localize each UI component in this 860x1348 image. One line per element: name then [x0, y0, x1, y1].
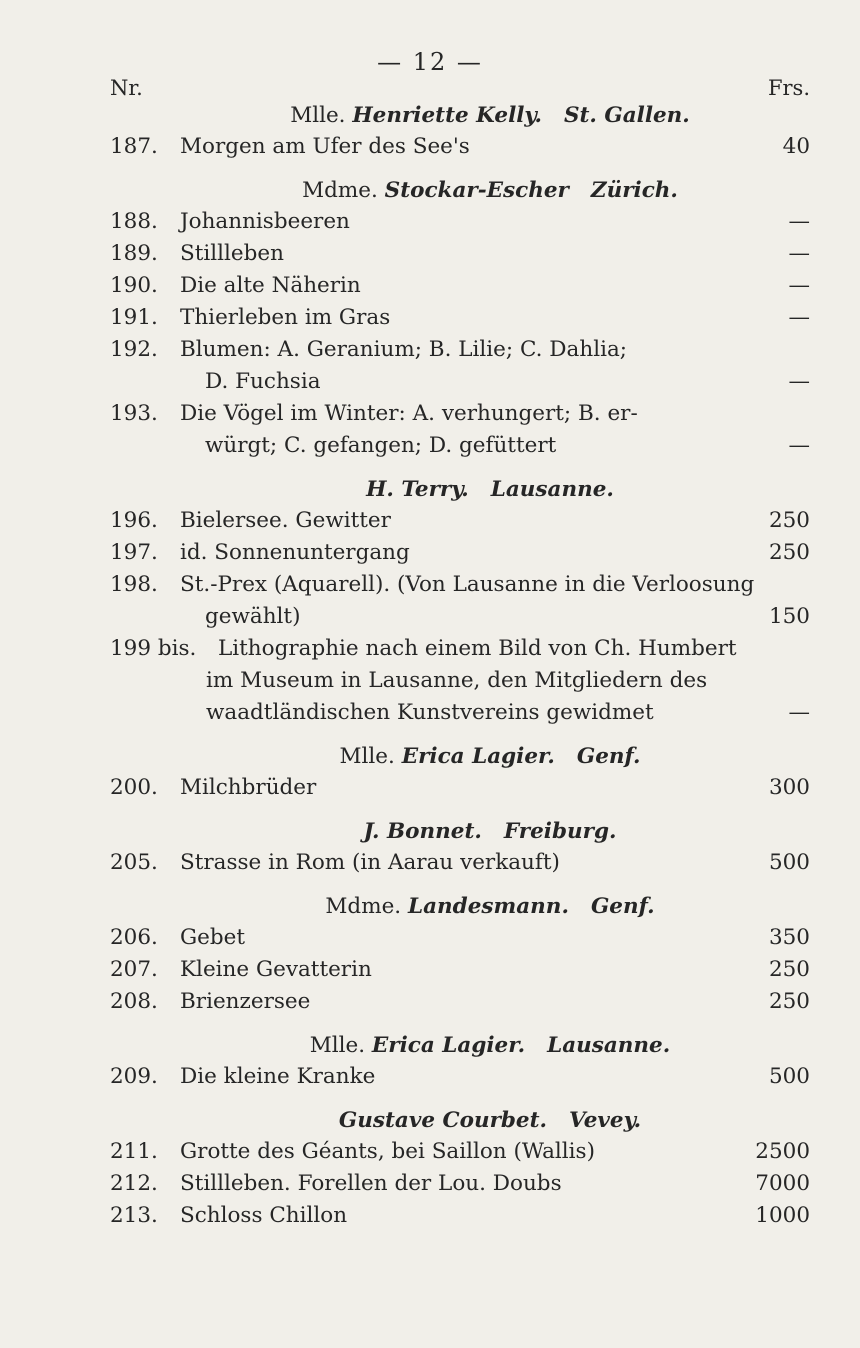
entry-number: 199 bis.: [110, 636, 197, 661]
catalog-entry: [110, 954, 810, 986]
entry-number: 211.: [110, 1139, 158, 1164]
catalog-list: [110, 100, 810, 1232]
artist-title: Mdme.: [302, 178, 378, 203]
entry-line: [110, 665, 810, 697]
catalog-entry: [110, 1168, 810, 1200]
entry-price: 150: [768, 604, 810, 629]
catalog-entry: [110, 505, 810, 537]
entry-number: 206.: [110, 925, 158, 950]
entry-price: 300: [768, 775, 810, 800]
entry-price: —: [788, 369, 810, 394]
catalog-entry: [110, 238, 810, 270]
artist-place: Zürich.: [590, 178, 678, 203]
entry-text: Milchbrüder: [180, 775, 317, 800]
entry-text: waadtländischen Kunstvereins gewidmet: [206, 700, 654, 725]
entry-text: Grotte des Géants, bei Saillon (Wallis): [180, 1139, 595, 1164]
entry-number: 189.: [110, 241, 158, 266]
entry-price: 250: [768, 540, 810, 565]
artist-place: St. Gallen.: [563, 103, 690, 128]
artist-name: Landesmann.: [408, 894, 569, 919]
artist-heading: [110, 891, 810, 922]
entry-price: 250: [768, 508, 810, 533]
artist-name: Erica Lagier.: [401, 744, 555, 769]
entry-line: [110, 1168, 810, 1200]
entry-line: [110, 131, 810, 163]
entry-price: 40: [782, 134, 810, 159]
catalog-entry: [110, 922, 810, 954]
entry-text: im Museum in Lausanne, den Mitgliedern des: [206, 668, 708, 693]
catalog-entry: [110, 1136, 810, 1168]
entry-number: 193.: [110, 401, 158, 426]
catalog-entry: [110, 569, 810, 633]
entry-line: [110, 302, 810, 334]
entry-line: [110, 1200, 810, 1232]
entry-price: —: [788, 433, 810, 458]
entry-text: Lithographie nach einem Bild von Ch. Humbert: [218, 636, 737, 661]
entry-line: [110, 334, 810, 366]
catalog-entry: [110, 986, 810, 1018]
entry-price: —: [788, 700, 810, 725]
artist-place: Genf.: [590, 894, 655, 919]
entry-line: [110, 537, 810, 569]
entry-price: —: [788, 305, 810, 330]
catalog-entry: [110, 206, 810, 238]
catalog-entry: [110, 847, 810, 879]
entry-text: Die alte Näherin: [180, 273, 361, 298]
artist-title: Mlle.: [339, 744, 395, 769]
entry-line: [110, 922, 810, 954]
artist-title: Mdme.: [325, 894, 402, 919]
entry-price: —: [788, 241, 810, 266]
entry-number: 192.: [110, 337, 158, 362]
column-header-price: Frs.: [767, 76, 810, 100]
entry-price: 2500: [755, 1139, 810, 1164]
entry-line: [110, 847, 810, 879]
artist-title: Mlle.: [309, 1033, 366, 1058]
entry-number: 205.: [110, 850, 158, 875]
entry-price: 250: [768, 957, 810, 982]
entry-number: 190.: [110, 273, 158, 298]
catalog-entry: [110, 302, 810, 334]
entry-text: Bielersee. Gewitter: [180, 508, 391, 533]
entry-price: 350: [768, 925, 810, 950]
entry-line: [110, 569, 810, 601]
entry-text: Stillleben: [180, 241, 284, 266]
catalog-entry: [110, 1200, 810, 1232]
entry-line: [110, 697, 810, 729]
entry-price: 7000: [755, 1171, 810, 1196]
entry-text: Die kleine Kranke: [180, 1064, 376, 1089]
artist-heading: [110, 100, 810, 131]
entry-text: Schloss Chillon: [180, 1203, 348, 1228]
entry-number: 213.: [110, 1203, 158, 1228]
entry-line: [110, 270, 810, 302]
entry-line: [110, 601, 810, 633]
entry-line: [110, 954, 810, 986]
entry-text: Kleine Gevatterin: [180, 957, 372, 982]
entry-number: 207.: [110, 957, 158, 982]
artist-heading: [110, 816, 810, 847]
entry-text: D. Fuchsia: [205, 369, 321, 394]
entry-price: 500: [768, 850, 810, 875]
entry-line: [110, 430, 810, 462]
entry-line: [110, 1136, 810, 1168]
entry-line: [110, 505, 810, 537]
artist-title: Mlle.: [290, 103, 346, 128]
entry-price: 250: [768, 989, 810, 1014]
artist-name: J. Bonnet.: [363, 819, 482, 844]
catalog-entry: [110, 1061, 810, 1093]
entry-text: Gebet: [180, 925, 246, 950]
artist-place: Lausanne.: [490, 477, 614, 502]
entry-text: würgt; C. gefangen; D. gefüttert: [205, 433, 557, 458]
artist-place: Lausanne.: [547, 1033, 671, 1058]
entry-price: —: [788, 209, 810, 234]
artist-heading: [110, 741, 810, 772]
entry-number: 191.: [110, 305, 158, 330]
entry-text: Morgen am Ufer des See's: [180, 134, 470, 159]
artist-heading: [110, 175, 810, 206]
artist-heading: [110, 1105, 810, 1136]
entry-number: 209.: [110, 1064, 158, 1089]
entry-line: [110, 633, 810, 665]
entry-line: [110, 398, 810, 430]
artist-heading: [110, 474, 810, 505]
catalog-entry: [110, 633, 810, 729]
entry-number: 187.: [110, 134, 158, 159]
catalog-entry: [110, 537, 810, 569]
artist-place: Vevey.: [569, 1108, 642, 1133]
entry-text: Stillleben. Forellen der Lou. Doubs: [180, 1171, 562, 1196]
entry-text: Strasse in Rom (in Aarau verkauft): [180, 850, 560, 875]
catalog-entry: [110, 772, 810, 804]
entry-number: 208.: [110, 989, 158, 1014]
entry-text: Blumen: A. Geranium; B. Lilie; C. Dahlia;: [180, 337, 628, 362]
entry-line: [110, 366, 810, 398]
artist-name: Henriette Kelly.: [352, 103, 542, 128]
artist-place: Freiburg.: [503, 819, 617, 844]
catalog-entry: [110, 131, 810, 163]
entry-line: [110, 986, 810, 1018]
entry-line: [110, 1061, 810, 1093]
artist-heading: [110, 1030, 810, 1061]
catalog-entry: [110, 334, 810, 398]
page-number: — 12 —: [377, 48, 483, 76]
artist-name: Gustave Courbet.: [338, 1108, 548, 1133]
entry-number: 198.: [110, 572, 158, 597]
artist-name: Stockar-Escher: [384, 178, 569, 203]
entry-text: Thierleben im Gras: [180, 305, 391, 330]
entry-text: Die Vögel im Winter: A. verhungert; B. er-: [180, 401, 638, 426]
entry-number: 200.: [110, 775, 158, 800]
entry-price: —: [788, 273, 810, 298]
column-header-number: Nr.: [110, 76, 143, 100]
artist-name: H. Terry.: [366, 477, 469, 502]
entry-line: [110, 206, 810, 238]
entry-text: Johannisbeeren: [180, 209, 350, 234]
entry-number: 197.: [110, 540, 158, 565]
entry-text: gewählt): [205, 604, 301, 629]
artist-name: Erica Lagier.: [371, 1033, 526, 1058]
entry-text: St.-Prex (Aquarell). (Von Lausanne in die Verloosung: [180, 572, 755, 597]
entry-price: 1000: [755, 1203, 810, 1228]
entry-line: [110, 238, 810, 270]
entry-text: id. Sonnenuntergang: [180, 540, 410, 565]
entry-price: 500: [768, 1064, 810, 1089]
entry-number: 196.: [110, 508, 158, 533]
entry-line: [110, 772, 810, 804]
entry-text: Brienzersee: [180, 989, 311, 1014]
catalog-entry: [110, 398, 810, 462]
artist-place: Genf.: [576, 744, 641, 769]
entry-number: 212.: [110, 1171, 158, 1196]
catalog-entry: [110, 270, 810, 302]
entry-number: 188.: [110, 209, 158, 234]
